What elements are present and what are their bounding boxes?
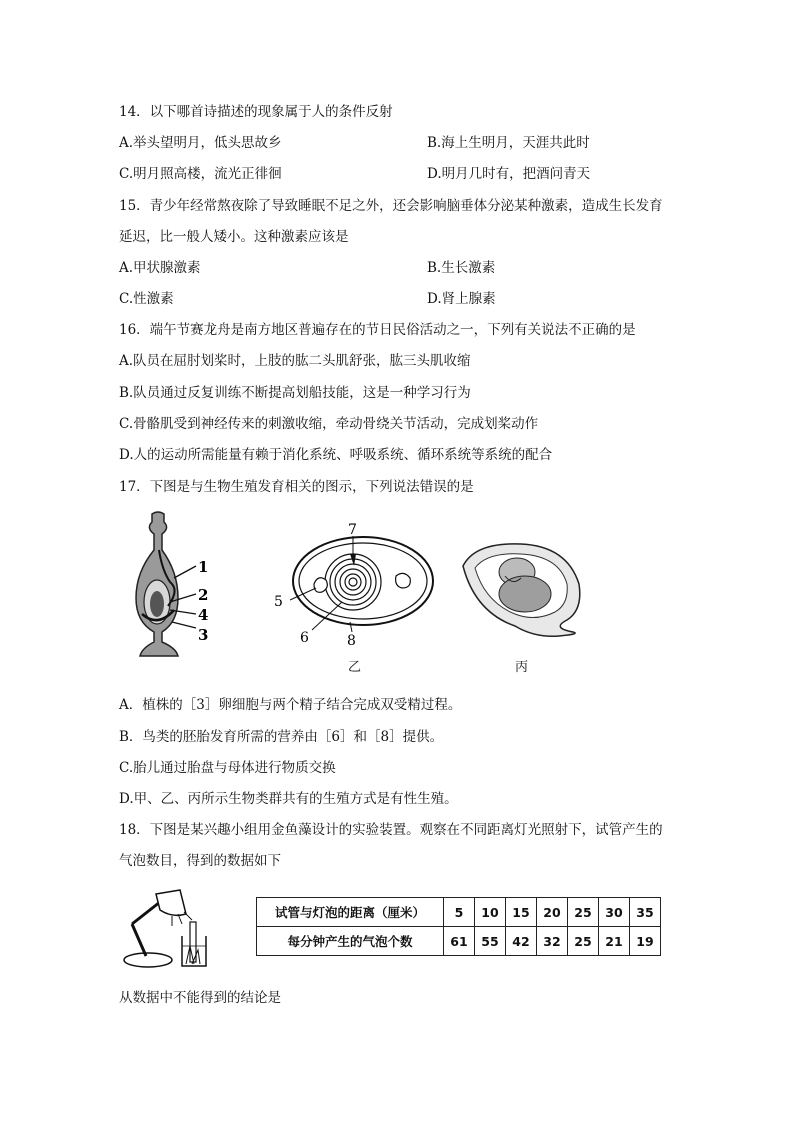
- figure-lamp-apparatus: [120, 884, 212, 972]
- table-row: [257, 898, 661, 927]
- jia-label-1: 1: [198, 558, 209, 576]
- q18-stem-line2: 气泡数目，得到的数据如下: [119, 853, 281, 869]
- table-cell: 20: [537, 898, 568, 927]
- table-cell: 10: [475, 898, 506, 927]
- table-cell: 35: [630, 898, 661, 927]
- yi-label-7: 7: [348, 522, 357, 538]
- q17-option-d: D.甲、乙、丙所示生物类群共有的生殖方式是有性生殖。: [119, 791, 458, 807]
- q18-followup: 从数据中不能得到的结论是: [119, 990, 281, 1006]
- q15-stem-line2: 延迟，比一般人矮小。这种激素应该是: [119, 229, 349, 245]
- q17-option-b: B．鸟类的胚胎发育所需的营养由［6］和［8］提供。: [119, 729, 444, 745]
- q14-stem: 14．以下哪首诗描述的现象属于人的条件反射: [119, 104, 393, 120]
- q17-option-a: A．植株的［3］卵细胞与两个精子结合完成双受精过程。: [119, 697, 462, 713]
- q14-option-a: A.举头望明月，低头思故乡: [119, 135, 282, 151]
- q16-option-b: B.队员通过反复训练不断提高划船技能，这是一种学习行为: [119, 385, 471, 401]
- bubble-data-table: [256, 897, 661, 956]
- jia-label-4: 4: [198, 606, 209, 624]
- row-header-bubbles: 每分钟产生的气泡个数: [257, 927, 444, 956]
- table-cell: 61: [444, 927, 475, 956]
- table-cell: 5: [444, 898, 475, 927]
- q14-option-c: C.明月照高楼，流光正徘徊: [119, 166, 282, 182]
- q15-option-a: A.甲状腺激素: [119, 260, 201, 276]
- table-cell: 25: [568, 927, 599, 956]
- table-cell: 32: [537, 927, 568, 956]
- q16-option-c: C.骨骼肌受到神经传来的刺激收缩，牵动骨绕关节活动，完成划桨动作: [119, 416, 539, 432]
- q15-option-d: D.肾上腺素: [427, 291, 496, 307]
- q16-stem: 16．端午节赛龙舟是南方地区普遍存在的节日民俗活动之一，下列有关说法不正确的是: [119, 322, 636, 338]
- q14-option-d: D.明月几时有，把酒问青天: [427, 166, 591, 182]
- q14-option-b: B.海上生明月，天涯共此时: [427, 135, 590, 151]
- yi-caption: 乙: [348, 660, 362, 675]
- table-cell: 55: [475, 927, 506, 956]
- bing-caption: 丙: [515, 660, 529, 675]
- table-cell: 25: [568, 898, 599, 927]
- q18-stem-line1: 18．下图是某兴趣小组用金鱼藻设计的实验装置。观察在不同距离灯光照射下，试管产生的: [119, 822, 663, 838]
- jia-label-2: 2: [198, 586, 209, 604]
- yi-label-6: 6: [300, 630, 309, 646]
- table-cell: 30: [599, 898, 630, 927]
- table-cell: 21: [599, 927, 630, 956]
- q15-option-b: B.生长激素: [427, 260, 496, 276]
- yi-label-8: 8: [347, 633, 356, 648]
- table-cell: 19: [630, 927, 661, 956]
- jia-label-3: 3: [198, 626, 209, 644]
- figure-bing-fetus: [455, 538, 590, 638]
- q17-stem: 17．下图是与生物生殖发育相关的图示，下列说法错误的是: [119, 479, 474, 495]
- table-cell: 42: [506, 927, 537, 956]
- q16-option-d: D.人的运动所需能量有赖于消化系统、呼吸系统、循环系统等系统的配合: [119, 447, 553, 463]
- figure-yi-egg: [270, 518, 440, 648]
- yi-label-5: 5: [274, 594, 283, 610]
- q17-option-c: C.胎儿通过胎盘与母体进行物质交换: [119, 760, 336, 776]
- table-row: [257, 927, 661, 956]
- q16-option-a: A.队员在屈肘划桨时，上肢的肱二头肌舒张，肱三头肌收缩: [119, 353, 471, 369]
- figure-jia-pistil: [118, 510, 218, 660]
- q15-option-c: C.性激素: [119, 291, 174, 307]
- row-header-distance: 试管与灯泡的距离（厘米）: [257, 898, 444, 927]
- q15-stem-line1: 15．青少年经常熬夜除了导致睡眠不足之外，还会影响脑垂体分泌某种激素，造成生长发育: [119, 198, 663, 214]
- table-cell: 15: [506, 898, 537, 927]
